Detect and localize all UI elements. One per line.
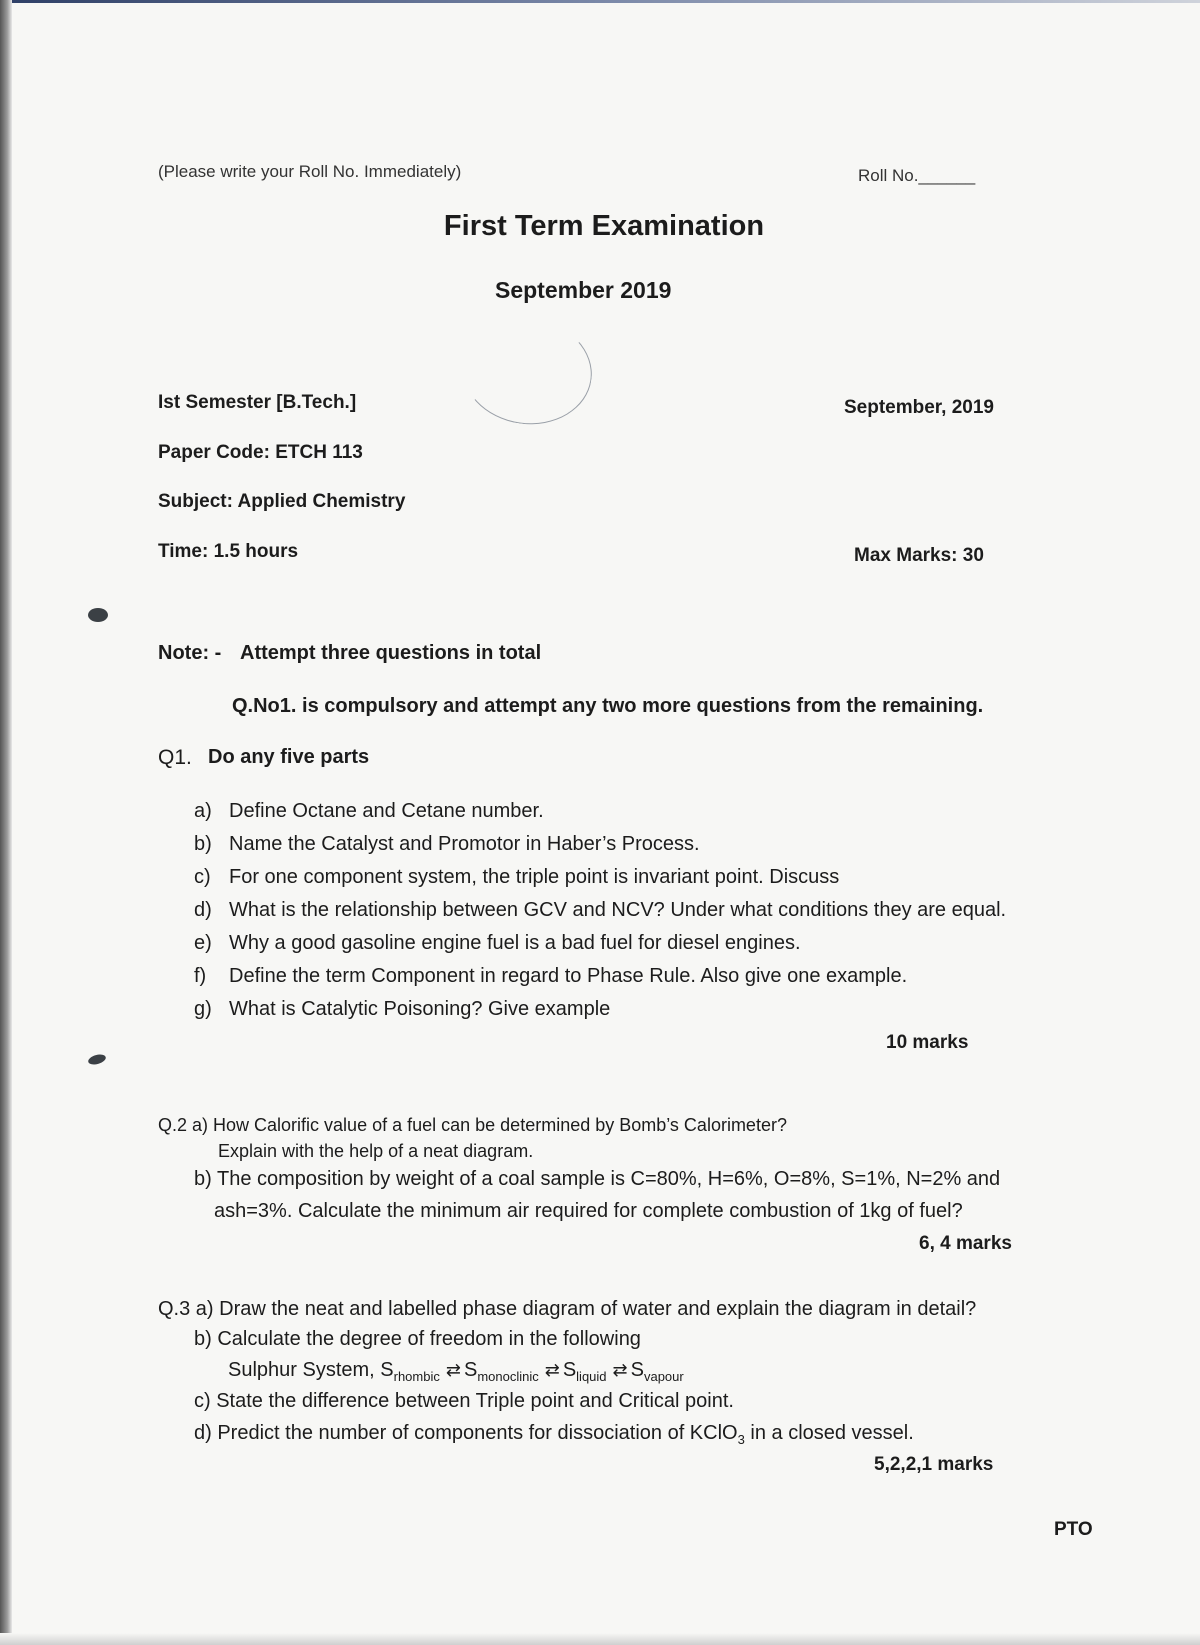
- part-text: What is Catalytic Poisoning? Give example: [229, 998, 611, 1020]
- part-letter: f): [194, 965, 207, 987]
- s-letter: S: [562, 1359, 577, 1381]
- part-text: What is the relationship between GCV and NCV? Under what conditions they are equal.: [229, 899, 1007, 921]
- q3-marks: 5,2,2,1 marks: [874, 1454, 994, 1475]
- sulphur-system-label: Sulphur System, S: [228, 1359, 394, 1381]
- part-text: Why a good gasoline engine fuel is a bad fuel for diesel engines.: [229, 932, 801, 954]
- q2-a-line1: Q.2 a) How Calorific value of a fuel can be determined by Bomb’s Calorimeter?: [158, 1115, 787, 1135]
- vapour-subscript: vapour: [643, 1369, 684, 1384]
- part-letter: a): [194, 800, 212, 822]
- semester-label: Ist Semester [B.Tech.]: [158, 392, 357, 413]
- part-letter: d): [194, 899, 212, 921]
- equilibrium-arrow-icon: ⇄: [544, 1360, 557, 1380]
- liquid-subscript: liquid: [576, 1369, 607, 1384]
- roll-instruction: (Please write your Roll No. Immediately): [158, 162, 462, 181]
- note-line-1: Attempt three questions in total: [240, 642, 542, 664]
- q3-d: [194, 1422, 914, 1447]
- part-text: Define Octane and Cetane number.: [229, 800, 544, 822]
- q3-b-line1: b) Calculate the degree of freedom in the following: [194, 1328, 641, 1350]
- q3-b-equilibrium: [228, 1359, 684, 1384]
- exam-title: First Term Examination: [443, 210, 765, 242]
- q3-c: c) State the difference between Triple point and Critical point.: [194, 1390, 734, 1412]
- equilibrium-arrow-icon: ⇄: [612, 1360, 625, 1380]
- part-text: Define the term Component in regard to Phase Rule. Also give one example.: [229, 965, 908, 987]
- part-letter: b): [194, 833, 212, 855]
- faint-stamp-mark: [455, 309, 598, 432]
- note-label: Note: -: [158, 642, 222, 664]
- scan-smudge: [88, 608, 108, 622]
- paper-code: Paper Code: ETCH 113: [158, 442, 363, 463]
- exam-month-year: September 2019: [495, 277, 672, 303]
- q3-d-suffix: in a closed vessel.: [744, 1422, 914, 1444]
- part-letter: g): [194, 998, 212, 1020]
- q3-d-prefix: d) Predict the number of components for dissociation of KClO: [194, 1422, 738, 1444]
- scan-top-edge: [0, 0, 1200, 3]
- part-letter: c): [194, 866, 211, 888]
- monoclinic-subscript: monoclinic: [477, 1369, 539, 1384]
- q2-a-line2: Explain with the help of a neat diagram.: [218, 1141, 534, 1161]
- scan-bottom-edge: [0, 1633, 1200, 1645]
- q1-number: Q1.: [158, 746, 192, 769]
- rhombic-subscript: rhombic: [393, 1369, 440, 1384]
- q2-marks: 6, 4 marks: [919, 1233, 1012, 1254]
- part-text: For one component system, the triple point is invariant point. Discuss: [229, 866, 840, 888]
- roll-number-label: Roll No.______: [858, 166, 976, 185]
- exam-date: September, 2019: [844, 397, 994, 418]
- max-marks: Max Marks: 30: [854, 545, 984, 566]
- q3-d-subscript: 3: [737, 1432, 745, 1447]
- q3-a: Q.3 a) Draw the neat and labelled phase diagram of water and explain the diagram in detail?: [158, 1298, 977, 1320]
- pto-label: PTO: [1054, 1519, 1093, 1540]
- q1-marks: 10 marks: [886, 1032, 969, 1053]
- part-letter: e): [194, 932, 212, 954]
- scan-smudge: [87, 1053, 107, 1066]
- q2-b-line2: ash=3%. Calculate the minimum air required for complete combustion of 1kg of fuel?: [214, 1200, 963, 1222]
- equilibrium-arrow-icon: ⇄: [445, 1360, 458, 1380]
- part-text: Name the Catalyst and Promotor in Haber’s Process.: [229, 833, 700, 855]
- subject: Subject: Applied Chemistry: [158, 491, 406, 512]
- q2-b-line1: b) The composition by weight of a coal sample is C=80%, H=6%, O=8%, S=1%, N=2% and: [194, 1168, 1001, 1190]
- exam-duration: Time: 1.5 hours: [158, 541, 299, 562]
- q1-heading: Do any five parts: [208, 746, 370, 768]
- scan-left-edge: [0, 0, 12, 1645]
- note-line-2: Q.No1. is compulsory and attempt any two more questions from the remaining.: [232, 695, 984, 717]
- s-letter: S: [630, 1359, 644, 1381]
- s-letter: S: [463, 1359, 478, 1381]
